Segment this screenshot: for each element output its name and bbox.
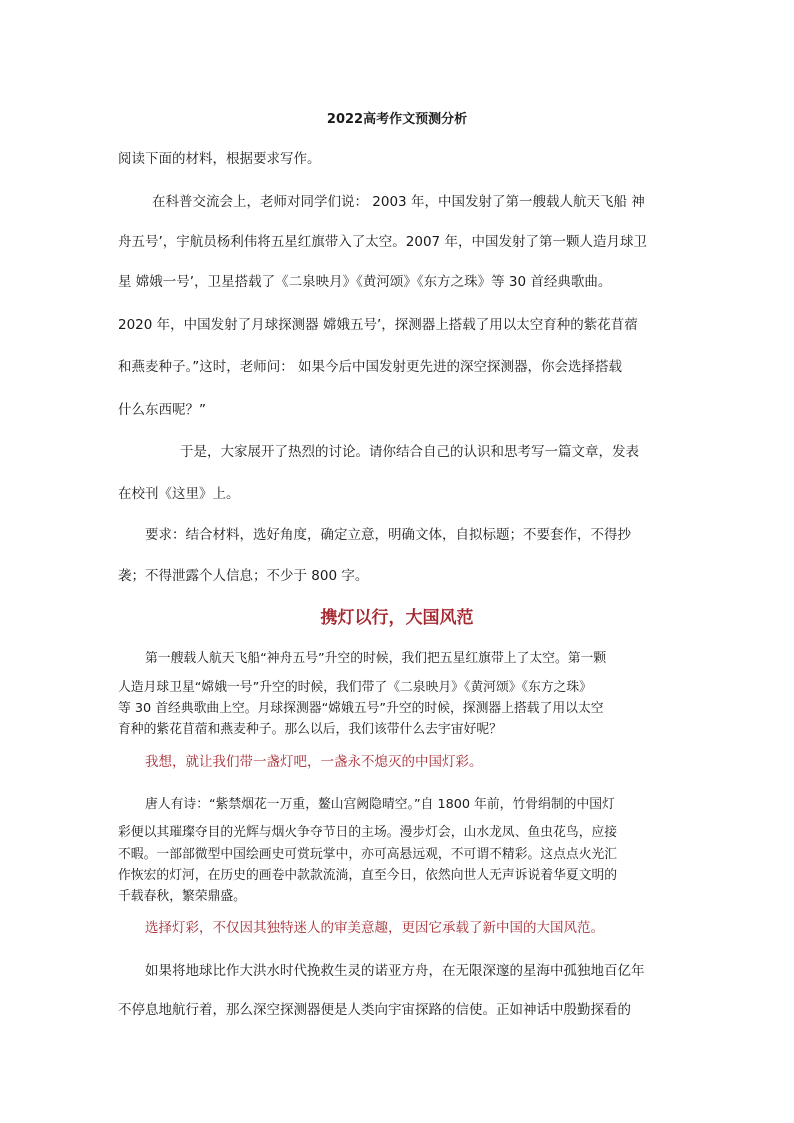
requirements-line: 袭；不得泄露个人信息；不少于 800 字。 — [118, 568, 369, 584]
essay-paragraph-line: 作恢宏的灯河，在历史的画卷中款款流淌，直至今日，依然向世人无声诉说着华夏文明的 — [118, 868, 618, 883]
essay-paragraph-line: 不停息地航行着，那么深空探测器便是人类向宇宙探路的信使。正如神话中殷勤探看的 — [118, 1002, 631, 1018]
essay-paragraph-line: 唐人有诗：“紫禁烟花一万重，鳌山宫阙隐晴空。”自 1800 年前，竹骨绢制的中国灯 — [145, 797, 615, 812]
essay-paragraph-line: 千载春秋，繁荣鼎盛。 — [118, 889, 246, 904]
material-line: 在科普交流会上，老师对同学们说： 2003 年，中国发射了第一艘载人航天飞船 神 — [152, 194, 645, 210]
material-line: 星 嫦娥一号’，卫星搭载了《二泉映月》《黄河颂》《东方之珠》等 30 首经典歌曲。 — [118, 274, 612, 290]
essay-title: 携灯以行，大国风范 — [320, 608, 474, 628]
essay-paragraph-line: 不暇。一部部微型中国绘画史可赏玩掌中，亦可高悬远观，不可谓不精彩。这点点火光汇 — [118, 847, 618, 862]
instruction-text: 阅读下面的材料，根据要求写作。 — [118, 151, 321, 167]
prompt-line: 于是，大家展开了热烈的讨论。请你结合自己的认识和思考写一篇文章，发表 — [180, 444, 639, 460]
requirements-line: 要求：结合材料，选好角度，确定立意，明确文体，自拟标题；不要套作，不得抄 — [145, 527, 631, 543]
essay-paragraph-line: 人造月球卫星“嫦娥一号”升空的时候，我们带了《二泉映月》《黄河颂》《东方之珠》 — [118, 680, 592, 695]
essay-paragraph-line: 等 30 首经典歌曲上空。月球探测器“嫦娥五号”升空的时候，探测器上搭载了用以太空 — [118, 701, 604, 716]
essay-thesis: 我想，就让我们带一盏灯吧，一盏永不熄灭的中国灯彩。 — [145, 754, 483, 770]
material-line: 2020 年，中国发射了月球探测器 嫦娥五号’，探测器上搭载了用以太空育种的紫花苜蓿 — [118, 317, 638, 333]
material-line: 和燕麦种子。”这时，老师问： 如果今后中国发射更先进的深空探测器，你会选择搭载 — [118, 359, 623, 375]
essay-paragraph-line: 彩便以其璀璨夺目的光辉与烟火争夺节日的主场。漫步灯会，山水龙凤、鱼虫花鸟，应接 — [118, 825, 618, 840]
essay-point: 选择灯彩，不仅因其独特迷人的审美意趣，更因它承载了新中国的大国风范。 — [145, 920, 604, 936]
essay-paragraph-line: 育种的紫花苜蓿和燕麦种子。那么以后，我们该带什么去宇宙好呢？ — [118, 722, 502, 737]
prompt-line: 在校刊《这里》上。 — [118, 486, 240, 502]
document-title: 2022高考作文预测分析 — [326, 112, 468, 127]
material-line: 舟五号’，宇航员杨利伟将五星红旗带入了太空。2007 年，中国发射了第一颗人造月球卫 — [118, 234, 647, 250]
material-line: 什么东西呢？” — [118, 402, 206, 418]
essay-paragraph-line: 如果将地球比作大洪水时代挽救生灵的诺亚方舟，在无限深邃的星海中孤独地百亿年 — [145, 963, 645, 979]
essay-paragraph-line: 第一艘载人航天飞船“神舟五号”升空的时候，我们把五星红旗带上了太空。第一颗 — [145, 651, 607, 666]
